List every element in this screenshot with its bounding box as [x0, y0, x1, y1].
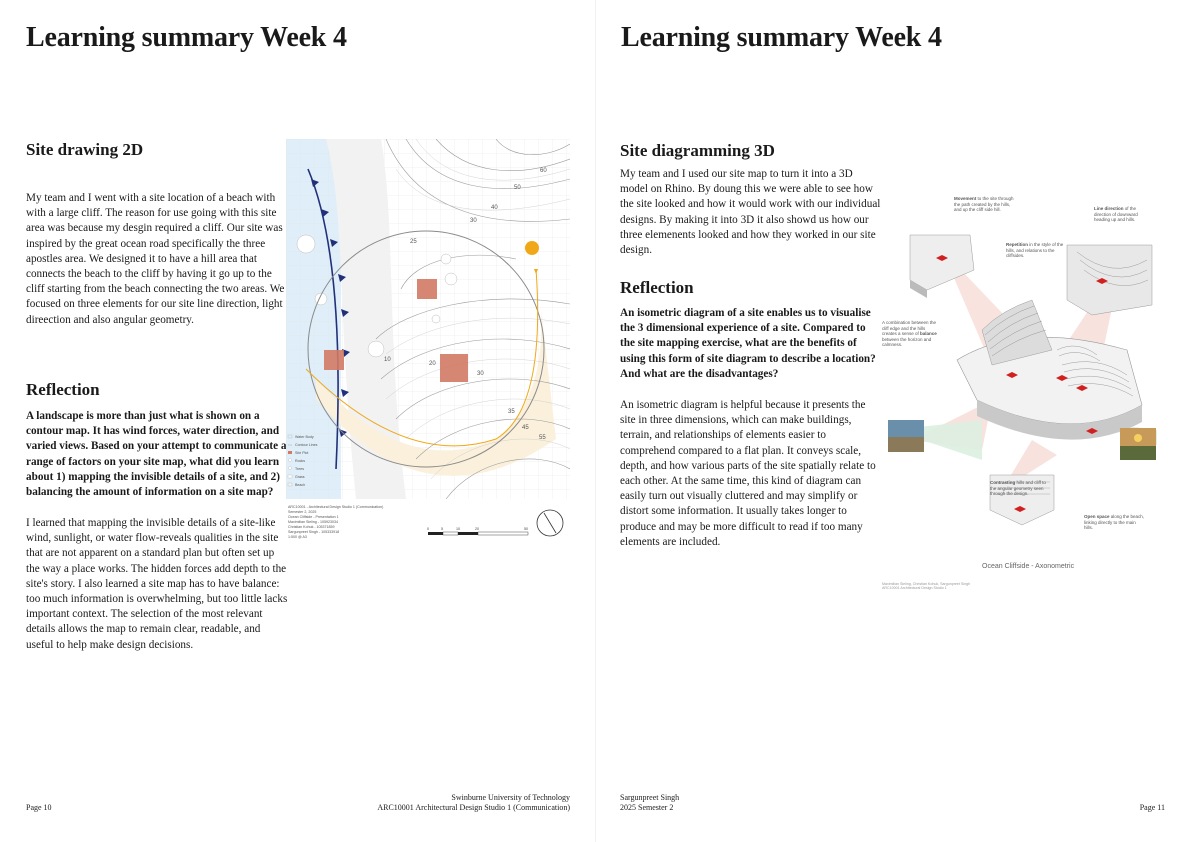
svg-text:Beach: Beach: [295, 483, 306, 487]
map-title-block: [288, 505, 383, 539]
site-plot: [440, 354, 468, 382]
site-plot: [324, 350, 344, 370]
svg-text:Trees: Trees: [295, 467, 305, 471]
contour-label: 45: [522, 425, 529, 431]
footer-semester: 2025 Semester 2: [620, 803, 674, 812]
svg-text:20: 20: [475, 527, 479, 531]
page-number: Page 10: [26, 803, 52, 812]
site-map-drawing: [286, 139, 570, 569]
contour-label: 20: [429, 361, 436, 367]
svg-text:Christian Kohuk - 105371859: Christian Kohuk - 105371859: [288, 525, 335, 529]
footer-institution-block: [377, 793, 570, 813]
svg-text:Site Plot: Site Plot: [295, 451, 309, 455]
section-heading: Site drawing 2D: [26, 140, 144, 159]
annotation-open-space: Open space along the beach, linking directly to the main hills.: [1084, 514, 1145, 530]
footer-institution: Swinburne University of Technology: [451, 793, 570, 802]
contour-label: 50: [514, 185, 521, 191]
svg-text:Rocks: Rocks: [295, 459, 305, 463]
svg-text:10: 10: [456, 527, 460, 531]
scale-bar: [427, 527, 528, 535]
contour-label: 30: [470, 218, 477, 224]
contour-label: 55: [539, 435, 546, 441]
svg-text:Ocean Cliffside - Presentation: Ocean Cliffside - Presentation 1: [288, 515, 339, 519]
annotation-line-direction: Line direction of the direction of downward heading up and hills.: [1094, 206, 1138, 222]
svg-text:Maximilian Sieling - 105923034: Maximilian Sieling - 105923034: [288, 520, 338, 524]
annotation-movement: Movement to the site through the path created by the hills, and up the cliff side hill.: [954, 196, 1014, 212]
reflection-heading: Reflection: [620, 278, 694, 297]
svg-text:0: 0: [427, 527, 429, 531]
svg-text:ARC10001 - Architectural Desig: ARC10001 - Architectural Design Studio 1 (Communication): [288, 505, 384, 509]
isometric-diagram: [882, 190, 1172, 600]
contour-label: 30: [477, 371, 484, 377]
page-number: Page 11: [1139, 803, 1165, 812]
section-body: My team and I went with a site location of a beach with with a large cliff. The reason for use going with this site area was because my desgin required a cliff. Our site was inspired by the great ocean road specifically the three apostles area. We designed it to have a hill area that connects the beach to the cliff by having it go up to the cliff starting from the beach connecting the two areas. We focused on three elements for our site line direction, light direection and also angular geometry.: [26, 192, 285, 326]
svg-text:Sargunpreet Singh - 105333918: Sargunpreet Singh - 105333918: [288, 530, 340, 534]
contour-label: 35: [508, 409, 515, 415]
contour-label: 60: [540, 168, 547, 174]
footer-name: Sargunpreet Singh: [620, 793, 680, 802]
svg-text:50: 50: [524, 527, 528, 531]
annotation-contrasting: Contrasting hills and cliff to the angular geometry seen through the design.: [990, 480, 1046, 496]
annotation-repetition: Repetition in the style of the hills, and relations to the cliffsides.: [1006, 242, 1064, 258]
annotation-balance: A combination between the cliff edge and the hills creates a sense of balance between the horizon and calmness.: [882, 320, 937, 347]
svg-text:Water Body: Water Body: [295, 435, 314, 439]
footer-author-block: [620, 793, 679, 813]
reflection-question: An isometric diagram of a site enables us to visualise the 3 dimensional experience of a site. Compared to the site mapping exercise, what are the benefits of using this form of site diagram to describe a location? And what are the disadvantages?: [620, 307, 876, 380]
section-heading: Site diagramming 3D: [620, 141, 775, 160]
sun-icon: [525, 241, 539, 255]
reflection-answer: An isometric diagram is helpful because it presents the site in three dimensions, which can make buildings, terrain, and relationships of elements easier to comprehend compared to a flat plan. It conveys scale, depth, and how various parts of the site spatially relate to each other. At the same time, this kind of diagram can easily turn out visually cluttered and may simplify or distort some information. It usually takes longer to produce and may be more difficult to read if too many elements are included.: [620, 399, 876, 548]
site-plot: [417, 279, 437, 299]
footer-course: ARC10001 Architectural Design Studio 1 (Communication): [377, 803, 570, 812]
contour-label: 25: [410, 239, 417, 245]
svg-text:5: 5: [441, 527, 443, 531]
section-body: My team and I used our site map to turn it into a 3D model on Rhino. By doung this we were able to see how the site looked and how it would work with our individual designs. By making it into 3D it also showd us how our three elemenents looked and how they worked in our site design.: [620, 168, 881, 257]
terrain-thumbnail: [1067, 245, 1152, 315]
reflection-question: A landscape is more than just what is shown on a contour map. It has wind forces, water direction, and varied views. Based on your attempt to communicate a range of factors on your site map, what did you learn about 1) mapping the invisible details of a site, and 2) balancing the amount of information on a site map?: [26, 410, 287, 499]
svg-text:1:500 @ A3: 1:500 @ A3: [288, 535, 307, 539]
svg-text:Grass: Grass: [295, 475, 305, 479]
reflection-heading: Reflection: [26, 380, 100, 399]
diagram-caption: Ocean Cliffside - Axonometric: [982, 563, 1075, 570]
site-map: [286, 139, 570, 569]
contour-label: 40: [491, 205, 498, 211]
svg-text:Contour Lines: Contour Lines: [295, 443, 318, 447]
page-title: Learning summary Week 4: [621, 22, 942, 53]
contour-label: 10: [384, 357, 391, 363]
diagram-credit: Maximilian Sieling, Christian Kohuk, Sargunpreet Singh ARC10001 Architectural Design Studio 1: [882, 582, 971, 591]
page-title: Learning summary Week 4: [26, 22, 347, 53]
svg-text:Semester 2, 2025: Semester 2, 2025: [288, 510, 317, 514]
reflection-answer: I learned that mapping the invisible details of a site-like wind, sunlight, or water flow-reveals qualities in the site that are not apparent on a standard plan but often set up the way a place works. The hidden forces add depth to the site's story. I also learned a site map has to have balance: too much information is overwhelming, but too little lacks important context. The selection of the most relevant details allows the map to remain clear, readable, and useful to help make design decisions.: [26, 517, 288, 651]
